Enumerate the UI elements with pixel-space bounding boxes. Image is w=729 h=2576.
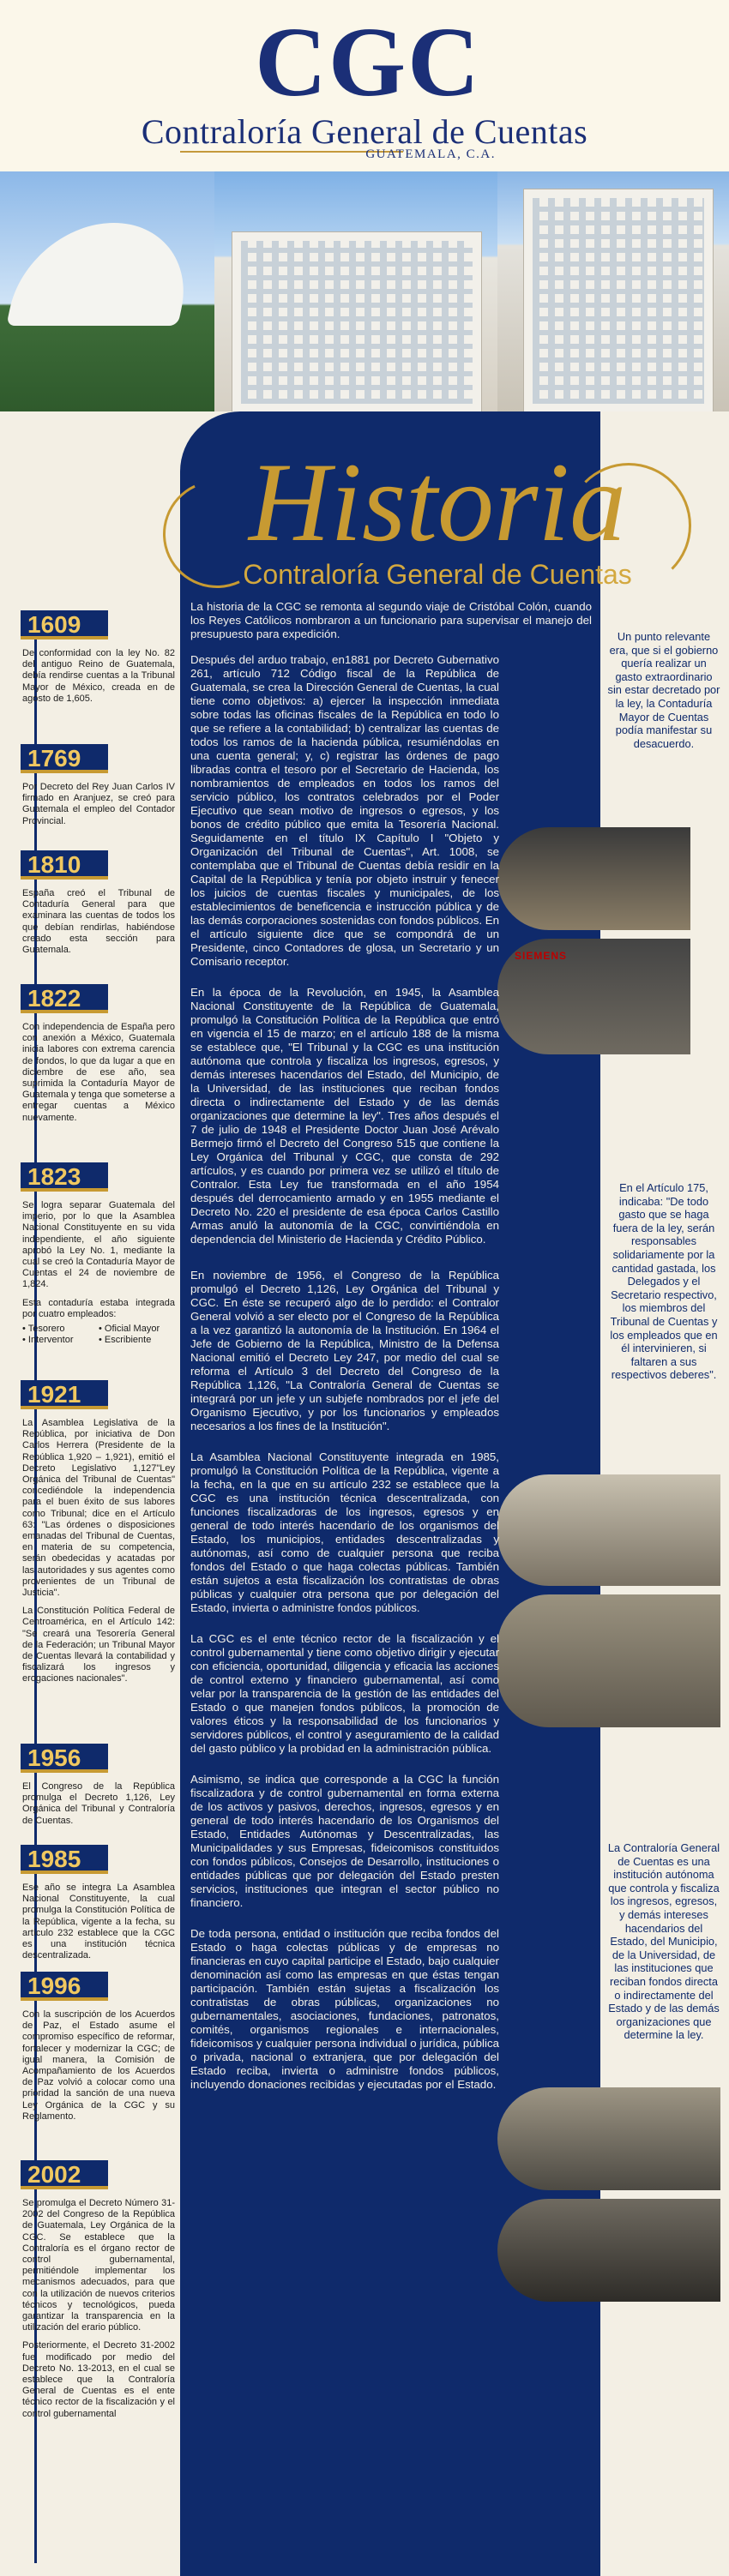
building-photos [0,171,729,411]
timeline-text: Se logra separar Guatemala del imperio, por lo que la Asamblea Nacional Constituyente en su vida independiente, el año siguiente aprobó la Ley No. 1, mediante la cual se creó la Contaduría Mayor de Cuentas el 24 de noviembre de 1,824. [22,1200,175,1290]
history-paragraph: La CGC es el ente técnico rector de la fiscalización y el control gubernamental y tiene como objetivo dirigir y ejecutar con eficiencia, oportunidad, diligencia y eficacia las acciones de control externo y financiero gubernamental, así como velar por la transparencia de la gestión de las entidades del Estado o que manejen fondos públicos, la promoción de valores éticos y la responsabilidad de los funcionarios y servidores públicos, el control y aseguramiento de la calidad del gasto público y la probidad en la administración pública. [190,1632,499,1755]
timeline-entry [22,782,175,834]
timeline-year-1769: 1769 [21,744,108,773]
logo-letter-c2: C [407,8,479,117]
org-country: GUATEMALA, C.A. [365,147,496,161]
logo-area [0,0,729,171]
photo-modern-building [0,171,214,411]
logo-letter-g: G [328,8,407,117]
timeline-text: Posteriormente, el Decreto 31-2002 fue modificado por medio del Decreto No. 13-2013, en el cual se establece que la Contraloría General de Cuentas es el ente técnico rector de la fiscalización y el control gubernamental [22,2340,175,2419]
timeline-year-1609: 1609 [21,610,108,639]
timeline-year-1985: 1985 [21,1845,108,1874]
timeline-year-1823: 1823 [21,1162,108,1192]
timeline-entry [22,1418,175,1692]
side-note: En el Artículo 175, indicaba: "De todo gasto que se haga fuera de la ley, serán responsables solidariamente por la cantidad gastada, los Delegados y el Secretario respectivo, los miembros del Tribunal de Cuentas y los empleados que en él intervinieren, si faltaren a sus respectivos deberes". [610,1181,718,1382]
page-subtitle: Contraloría General de Cuentas [243,559,632,590]
timeline-entry [22,1022,175,1131]
photo-office-tower [497,171,729,411]
timeline-year-1956: 1956 [21,1744,108,1773]
timeline-text: Con la suscripción de los Acuerdos de Paz, el Estado asume el compromiso específico de reformar, fortalecer y modernizar la CGC; de igual manera, la Comisión de Acompañamiento de los Acuerdos de Paz volvió a colocar como una prioridad la sanción de una nueva Ley Orgánica de la CGC y su Reglamento. [22,2009,175,2122]
header-banner [0,0,729,411]
list-item: • Escribiente [99,1335,152,1346]
timeline-entry [22,888,175,963]
list-item: • Tesorero [22,1324,65,1335]
timeline-year-1996: 1996 [21,1972,108,2001]
modern-roof-shape [6,223,200,326]
history-paragraph: Asimismo, se indica que corresponde a la CGC la función fiscalizadora y de control gubernamental en forma externa de los activos y pasivos, derechos, ingresos, egresos y en general de todo interés hacendario de los Organismos del Estado, Entidades Autónomas y Descentralizadas, las Municipalidades y sus Empresas, fideicomisos constituidos con fondos públicos, Consejos de Desarrollo, instituciones o entidades públicas que por delegación del Estado presten servicios, instituciones que integran el sector público no financiero. [190,1773,499,1909]
history-paragraph: Después del arduo trabajo, en1881 por Decreto Gubernativo 261, artículo 712 Código fiscal de la República de Guatemala, se crea la Dirección General de Cuentas, la cual tiene como objetivos: a) ejercer la inspección inmediata sobre todas las oficinas fiscales de la República en todo lo que se refiere a la contabilidad; b) centralizar las cuentas de todos los ramos de la hacienda pública, resumiéndolas en una cuenta general; y, c) registrar las órdenes de pago libradas contra el tesoro por el Secretario de Hacienda, los nombramientos de empleados en todos los ramos del servicio público, los contratos celebrados por el Poder Ejecutivo que sean motivo de ingresos o egresos, y los bonos de crédito público que emita la Tesorería Nacional. Seguidamente en el título IX Capítulo I "Objeto y Organización del Tribunal de Cuentas", Art. 1008, se contemplaba que el Tribunal de Cuentas debía residir en la Capital de la República y tenía por objeto instruir y fenecer los juicios de cuentas fiscales y municipales, de los establecimientos de beneficencia e instrucción pública y de las demás corporaciones sostenidas con fondos públicos. En el artículo siguiente dice que se compondrá de un Presidente, cinco Contadores de glosa, un Secretario y un Comisario receptor. [190,653,499,968]
timeline-entry [22,2198,175,2427]
cgc-logo [230,8,504,117]
photo-sign-text: SIEMENS [515,950,568,962]
timeline-text: El Congreso de la República promulga el Decreto 1,126, Ley Orgánica del Tribunal y Contraloría de Cuentas. [22,1781,175,1826]
history-paragraph: En la época de la Revolución, en 1945, la Asamblea Nacional Constituyente de la República de Guatemala, promulgó la Constitución Política de la República que entró en vigencia el 15 de marzo; en el artículo 188 de la misma se establece que, "El Tribunal y la CGC es una institución autónoma que controla y fiscaliza los ingresos, egresos, y demás intereses hacendarios del Estado, del Municipio, de la Universidad, de las instituciones que reciban fondos directa o indirectamente del Estado y de las demás organizaciones que determine la ley". Tres años después el 7 de julio de 1948 el Presidente Doctor Juan José Arévalo Bermejo firmó el Decreto del Congreso 515 que contiene la Ley Orgánica del Tribunal y CGC, que consta de 292 artículos, y es cuando por primera vez se utilizó el título de Contralor. Esta Ley fue transformada en el año 1954 después del derrocamiento armado y en 1955 mediante el Decreto No. 220 el presidente de esa época Carlos Castillo Armas anuló la autonomía de la CGC, convirtiéndola en dependencia del Ministerio de Hacienda y Crédito Público. [190,986,499,1246]
timeline-text: De conformidad con la ley No. 82 del antiguo Reino de Guatemala, debía rendirse cuentas a la Tribunal Mayor de México, creada en de agosto de 1,605. [22,648,175,704]
timeline-year-2002: 2002 [21,2160,108,2189]
photo-historic-building [214,171,497,411]
history-paragraph: En noviembre de 1956, el Congreso de la República promulgó el Decreto 1,126, Ley Orgánica del Tribunal y CGC. En éste se recuperó algo de lo perdido: el Contralor General volvió a ser electo por el Congreso de la República a la vez garantizó la autonomía de la Institución. En 1964 el Jefe de Gobierno de la República, Ministro de la Defensa Nacional emitió el Decreto Ley 247, por medio del cual se reforma el Artículo 3 del Decreto del Congreso de la República 1,126, "La Contraloría General de Cuentas se integrará por un jefe y un subjefe nombrados por el jefe del Organismo Ejecutivo, y por los funcionarios y empleados necesarios a los fines de la Institución". [190,1269,499,1432]
side-note: La Contraloría General de Cuentas es una institución autónoma que controla y fiscaliza los ingresos, egresos, y demás intereses hacendarios del Estado, del Municipio, de la Universidad, de las instituciones que reciban fondos directa o indirectamente del Estado y de las demás organizaciones que determine la ley. [607,1841,720,2042]
timeline-entry [22,1781,175,1834]
timeline-entry [22,1200,175,1346]
timeline-text: Esta contaduría estaba integrada por cuatro empleados: [22,1297,175,1319]
history-paragraph: La Asamblea Nacional Constituyente integrada en 1985, promulgó la Constitución Política de la República, vigente a la fecha, en la que en su artículo 232 se establece que la CGC es una institución técnica descentralizada, con funciones fiscalizadoras de los ingresos, egresos y en general de todo interés hacendario de los organismos del Estado, los municipios, entidades descentralizadas y autónomas, así como de cualquier persona que reciba fondos del Estado o que haga colectas públicas. También están sujetos a esta fiscalización los contratistas de obras públicas y cualquier otra persona que por delegación del Estado, invierta o administre fondos públicos. [190,1450,499,1614]
timeline-text: Ese año se integra La Asamblea Nacional Constituyente, la cual promulga la Constitución Política de la República, vigente a la fecha, su artículo 232 establece que la CGC es una institución técnica descentralizada. [22,1882,175,1961]
timeline-entry [22,2009,175,2129]
list-item: • Interventor [22,1335,74,1346]
tower-facade [523,189,714,411]
timeline-year-1921: 1921 [21,1380,108,1409]
side-note: Un punto relevante era, que si el gobierno quería realizar un gasto extraordinario sin estar decretado por la ley, la Contaduría Mayor de Cuentas podía manifestar su desacuerdo. [607,630,720,750]
timeline-text: España creó el Tribunal de Contaduría General para que examinara las cuentas de todos los que debían rendirlas, habiéndose creado esta sección para Guatemala. [22,888,175,956]
timeline-text: La Asamblea Legislativa de la República, por iniciativa de Don Carlos Herrera (Presidente de la República 1,920 – 1,921), emitió el Decreto Legislativo 1,127"Ley Orgánica del Tribunal de Cuentas" concediéndole la independencia para el buen éxito de sus labores como Tribunal; dice en el Artículo 63: "Las órdenes o disposiciones emanadas del Tribunal de Cuentas, en materia de su competencia, serán obedecidas y acatadas por las autoridades y sus agentes como provenientes de un Tribunal de Justicia". [22,1418,175,1599]
history-body [190,600,592,2109]
timeline-entry [22,648,175,712]
timeline-year-1822: 1822 [21,984,108,1013]
historic-facade [232,231,482,411]
timeline-text: Se promulga el Decreto Número 31-2002 del Congreso de la República de Guatemala, Ley Orgánica de la CGC. Se establece que la Contraloría es el órgano rector de control gubernamental, permitiéndole implementar los mecanismos adecuados, para que con la utilización de nuevos criterios técnicos y tecnológicos, pueda garantizar la transparencia en la utilización del erario público. [22,2198,175,2333]
timeline-entry [22,1882,175,1968]
history-paragraph: De toda persona, entidad o institución que reciba fondos del Estado o haga colectas públicas y de empresas no financieras en cuyo capital participe el Estado, bajo cualquier denominación así como las empresas en que éstas tengan participación. También están sujetas a fiscalización los contratistas de obras públicas, organizaciones no gubernamentales, asociaciones, fundaciones, patronatos, comités, organismos regionales e internacionales, fideicomisos y cualquier persona individual o jurídica, pública o privada, nacional o extranjera, que por delegación del Estado reciba, invierta o administre fondos públicos, incluyendo donaciones recibidas y ejecutadas por el Estado. [190,1927,499,2091]
historic-photo-6 [497,2199,720,2302]
history-paragraph: La historia de la CGC se remonta al segundo viaje de Cristóbal Colón, cuando los Reyes Católicos nombraron a un funcionario para supervisar el manejo del presupuesto para expedición. [190,600,592,640]
list-item: • Oficial Mayor [99,1324,160,1335]
timeline-text: La Constitución Política Federal de Centroamérica, en el Artículo 142: "Se creará una Tesorería General de la Federación; un Tribunal Mayor de Cuentas llevará la contabilidad y fiscalizará los ingresos y erogaciones nacionales". [22,1606,175,1684]
org-name: Contraloría General de Cuentas [141,112,588,151]
timeline-year-1810: 1810 [21,850,108,880]
timeline-text: Con independencia de España pero con anexión a México, Guatemala inicia labores con extrema carencia de fondos, lo que da lugar a que en diciembre de ese año, sea suprimida la Contaduría Mayor de Guatemala y tenga que someterse a entregar cuentas a México nuevamente. [22,1022,175,1123]
logo-letter-c1: C [255,8,327,117]
employee-list [22,1324,175,1346]
timeline-text: Por Decreto del Rey Juan Carlos IV firmado en Aranjuez, se creó para Guatemala el empleo del Contador Provincial. [22,782,175,826]
page-title: Historia [248,439,627,565]
